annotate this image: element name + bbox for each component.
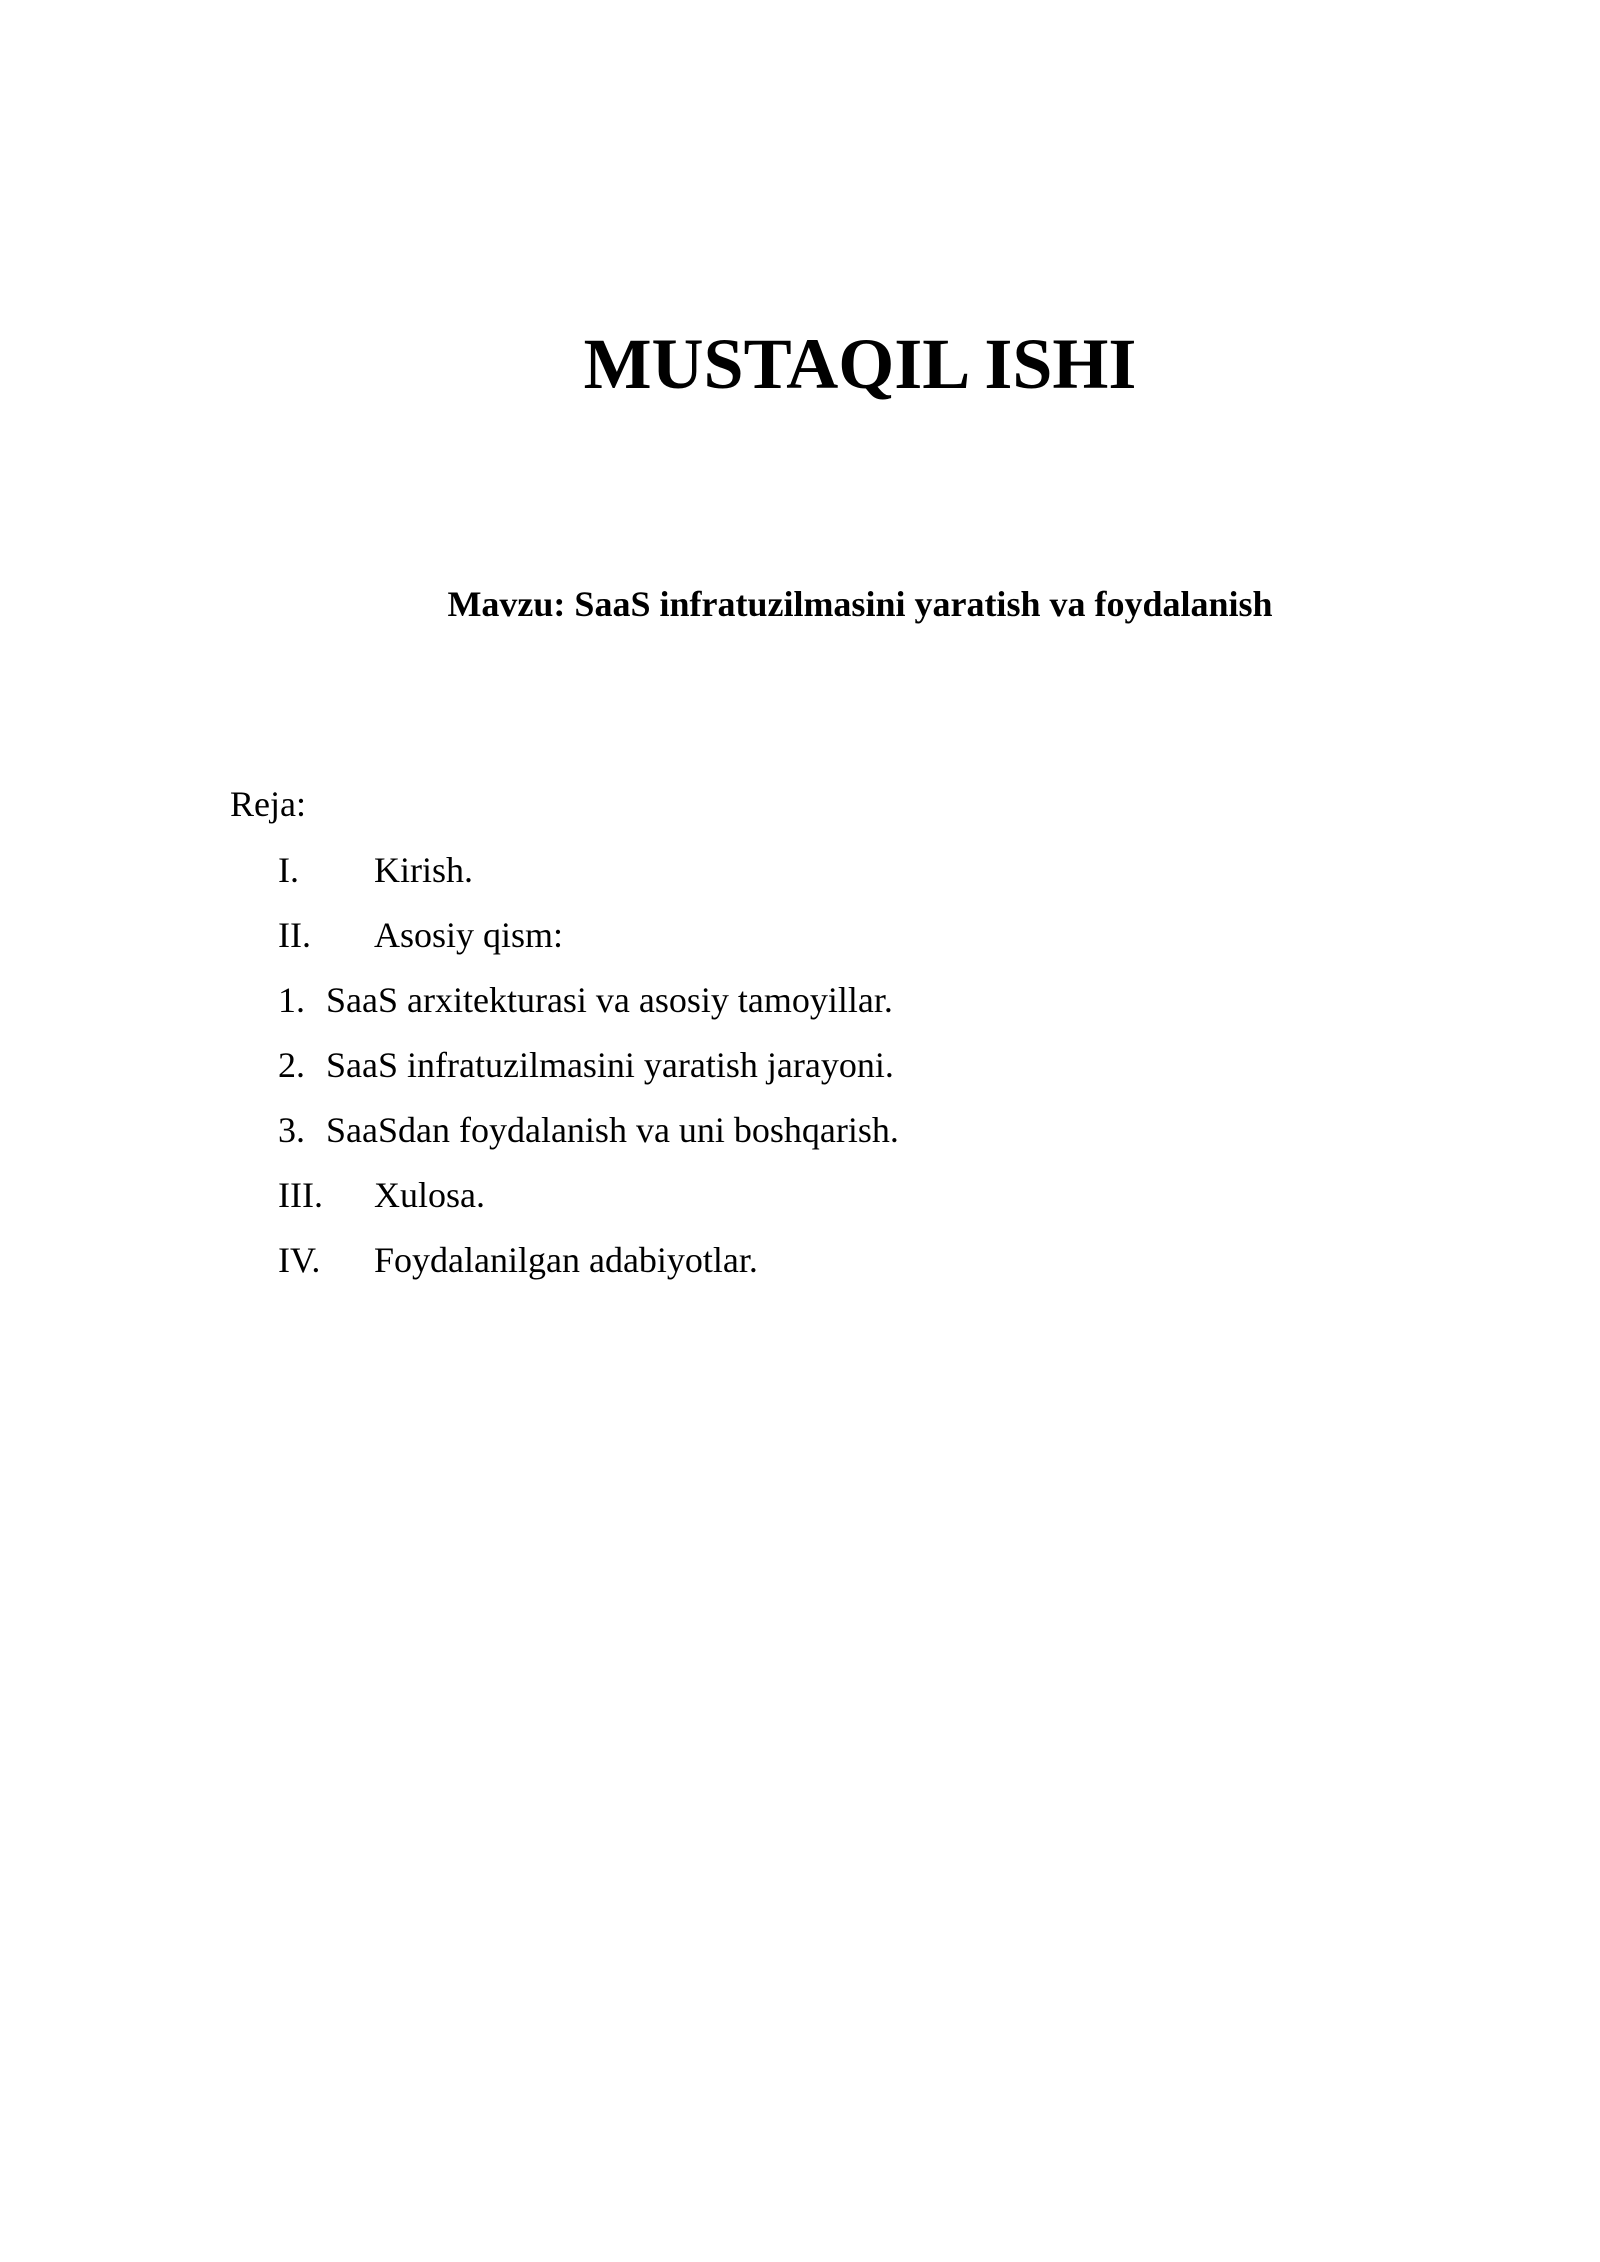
document-title: MUSTAQIL ISHI [583, 324, 1137, 404]
plan-item-text: Kirish. [374, 850, 473, 890]
plan-item-text: SaaS arxitekturasi va asosiy tamoyillar. [326, 980, 893, 1020]
plan-item-text: Xulosa. [374, 1175, 485, 1215]
plan-item-marker: I. [278, 850, 299, 890]
plan-item-marker: 2. [278, 1045, 305, 1085]
plan-item-text: Foydalanilgan adabiyotlar. [374, 1240, 758, 1280]
plan-heading: Reja: [230, 784, 306, 824]
plan-item-text: SaaS infratuzilmasini yaratish jarayoni. [326, 1045, 894, 1085]
plan-item-marker: II. [278, 915, 311, 955]
document-subject: Mavzu: SaaS infratuzilmasini yaratish va foydalanish [447, 584, 1273, 624]
plan-item-marker: 3. [278, 1110, 305, 1150]
plan-item-text: SaaSdan foydalanish va uni boshqarish. [326, 1110, 899, 1150]
plan-item-marker: IV. [278, 1240, 321, 1280]
plan-item-marker: III. [278, 1175, 323, 1215]
plan-item-marker: 1. [278, 980, 305, 1020]
plan-item-text: Asosiy qism: [374, 915, 564, 955]
